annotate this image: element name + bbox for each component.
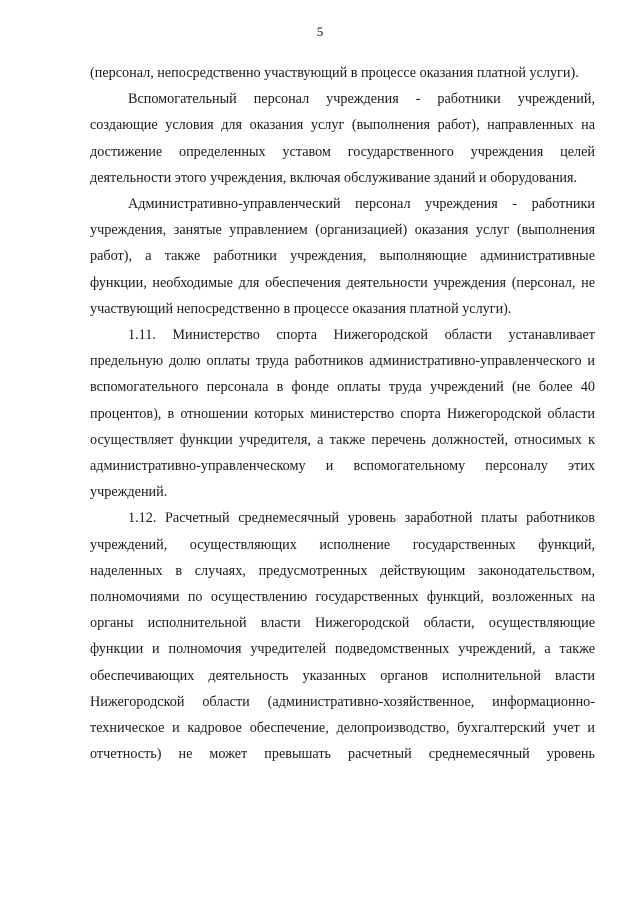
document-body bbox=[90, 60, 595, 767]
paragraph-administrative-personnel: Административно-управленческий персонал учреждения - работники учреждения, занятые управлением (организацией) оказания услуг (выполнения работ), а также работники учреждения, выполняющие административные функции, необходимые для обеспечения деятельности учреждения (персонал, не участвующий непосредственно в процессе оказания платной услуги). bbox=[90, 196, 595, 317]
paragraph-clause-1-11: 1.11. Министерство спорта Нижегородской области устанавливает предельную долю оплаты труда работников административно-управленческого и вспомогательного персонала в фонде оплаты труда учреждений (не более 40 процентов), в отношении которых министерство спорта Нижегородской области осуществляет функции учредителя, а также перечень должностей, относимых к административно-управленческому и вспомогательному персоналу этих учреждений. bbox=[90, 327, 595, 501]
paragraph-auxiliary-personnel: Вспомогательный персонал учреждения - работники учреждений, создающие условия для оказания услуг (выполнения работ), направленных на достижение определенных уставом государственного учреждения целей деятельности этого учреждения, включая обслуживание зданий и оборудования. bbox=[90, 91, 595, 186]
paragraph-personnel-continuation: (персонал, непосредственно участвующий в процессе оказания платной услуги). bbox=[90, 65, 579, 81]
paragraph-clause-1-12: 1.12. Расчетный среднемесячный уровень заработной платы работников учреждений, осуществляющих исполнение государственных функций, наделенных в случаях, предусмотренных действующим законодательством, полномочиями по осуществлению государственных функций, возложенных на органы исполнительной власти Нижегородской области, осуществляющие функции и полномочия учредителей подведомственных учреждений, а также обеспечивающих деятельность указанных органов исполнительной власти Нижегородской области (административно-хозяйственное, информационно-техническое и кадровое обеспечение, делопроизводство, бухгалтерский учет и отчетность) не может превышать расчетный среднемесячный уровень bbox=[90, 510, 595, 763]
page-number: 5 bbox=[316, 24, 324, 39]
